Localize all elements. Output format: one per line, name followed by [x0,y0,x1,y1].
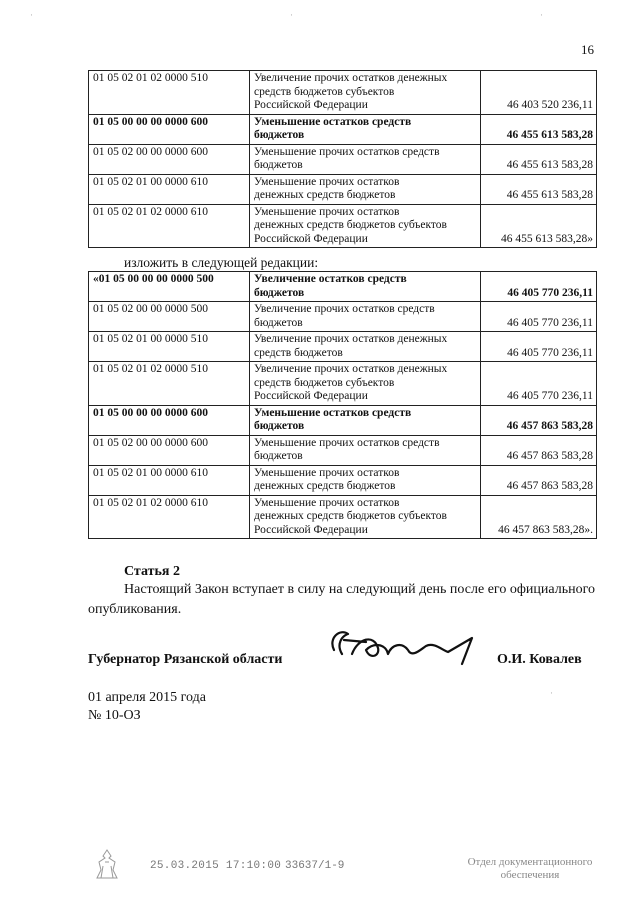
table-row [89,435,597,465]
intro-text: изложить в следующей редакции: [124,255,319,270]
scan-speck: · [30,10,33,20]
amount-cell: 46 457 863 583,28 [481,465,597,495]
description-cell [250,302,481,332]
budget-code-cell: 01 05 02 01 02 0000 510 [89,362,250,406]
budget-table-old [88,70,597,248]
budget-table-new [88,271,597,539]
signing-date: 01 апреля 2015 года [88,690,206,705]
description-line: Уменьшение прочих остатков [254,496,400,509]
budget-code-cell: 01 05 00 00 00 0000 600 [89,114,250,144]
amount-cell: 46 457 863 583,28». [481,495,597,539]
table-row [89,495,597,539]
description-cell [250,174,481,204]
table-row [89,332,597,362]
description-line: бюджетов [254,420,305,432]
table-row [89,272,597,302]
table-row [89,362,597,406]
table-row [89,144,597,174]
description-cell [250,405,481,435]
governor-name: О.И. Ковалев [497,652,582,667]
budget-code-cell: 01 05 00 00 00 0000 600 [89,405,250,435]
table-row [89,204,597,248]
scan-speck: · [550,688,553,698]
description-cell [250,272,481,302]
description-line: Российской Федерации [254,232,368,245]
description-cell [250,465,481,495]
description-line: средств бюджетов [254,346,343,359]
description-line: Российской Федерации [254,390,368,402]
budget-code-cell: 01 05 02 01 02 0000 510 [89,71,250,115]
description-cell [250,435,481,465]
scan-speck: · [290,10,293,20]
description-line: бюджетов [254,316,303,329]
footer-department: Отдел документационного обеспечения [467,856,593,881]
description-cell [250,114,481,144]
governor-title: Губернатор Рязанской области [88,652,283,667]
budget-code-cell: 01 05 02 01 00 0000 510 [89,332,250,362]
description-line: Уменьшение остатков средств [254,115,412,128]
amount-cell: 46 403 520 236,11 [481,71,597,115]
table-body [89,272,597,539]
description-cell [250,332,481,362]
budget-code-cell: «01 05 00 00 00 0000 500 [89,272,250,302]
description-line: бюджетов [254,129,305,141]
description-line: Увеличение прочих остатков средств [254,303,435,315]
description-line: денежных средств бюджетов [254,480,396,492]
amount-cell: 46 457 863 583,28 [481,405,597,435]
coat-of-arms-icon [93,848,121,882]
description-line: бюджетов [254,286,305,299]
description-line: Увеличение остатков средств [254,273,407,285]
description-line: средств бюджетов субъектов [254,376,395,389]
description-cell [250,144,481,174]
description-line: денежных средств бюджетов субъектов [254,219,447,231]
amount-cell: 46 455 613 583,28 [481,174,597,204]
amount-cell: 46 405 770 236,11 [481,272,597,302]
table-row [89,465,597,495]
article-title: Статья 2 [124,564,180,579]
description-line: Уменьшение прочих остатков средств [254,145,440,158]
signature-icon [322,620,498,668]
description-line: бюджетов [254,159,303,171]
budget-code-cell: 01 05 02 01 00 0000 610 [89,174,250,204]
budget-code-cell: 01 05 02 00 00 0000 600 [89,435,250,465]
description-cell [250,71,481,115]
description-line: Уменьшение остатков средств [254,406,412,419]
page-number: 16 [581,42,594,57]
budget-code-cell: 01 05 02 01 00 0000 610 [89,465,250,495]
law-number: № 10-ОЗ [88,708,141,723]
description-line: Уменьшение прочих остатков [254,205,400,218]
amount-cell: 46 455 613 583,28 [481,144,597,174]
scan-speck: · [540,10,543,20]
description-line: денежных средств бюджетов [254,189,396,201]
table-body [89,71,597,248]
amount-cell: 46 405 770 236,11 [481,332,597,362]
description-line: Увеличение прочих остатков денежных [254,333,448,345]
description-cell [250,204,481,248]
budget-code-cell: 01 05 02 00 00 0000 600 [89,144,250,174]
footer-timestamp: 25.03.2015 17:10:00 [150,860,282,872]
description-line: средств бюджетов субъектов [254,85,395,98]
table-row [89,174,597,204]
description-line: Уменьшение прочих остатков [254,175,400,188]
table-row [89,405,597,435]
amount-cell: 46 455 613 583,28 [481,114,597,144]
description-line: денежных средств бюджетов субъектов [254,510,447,522]
description-line: Увеличение прочих остатков денежных [254,72,448,84]
amount-cell: 46 455 613 583,28» [481,204,597,248]
description-line: Российской Федерации [254,523,368,536]
description-line: бюджетов [254,450,303,462]
description-line: Уменьшение прочих остатков средств [254,436,440,449]
table-row [89,302,597,332]
amount-cell: 46 457 863 583,28 [481,435,597,465]
budget-code-cell: 01 05 02 01 02 0000 610 [89,495,250,539]
description-line: Российской Федерации [254,99,368,111]
description-line: Уменьшение прочих остатков [254,466,400,479]
description-cell [250,495,481,539]
table-row [89,71,597,115]
amount-cell: 46 405 770 236,11 [481,362,597,406]
footer-doc-number: 33637/1-9 [285,860,345,872]
budget-code-cell: 01 05 02 01 02 0000 610 [89,204,250,248]
amount-cell: 46 405 770 236,11 [481,302,597,332]
description-line: Увеличение прочих остатков денежных [254,363,448,375]
budget-code-cell: 01 05 02 00 00 0000 500 [89,302,250,332]
table-row [89,114,597,144]
article-text: Настоящий Закон вступает в силу на следующий день после его официального опубликования. [88,582,595,617]
description-cell [250,362,481,406]
